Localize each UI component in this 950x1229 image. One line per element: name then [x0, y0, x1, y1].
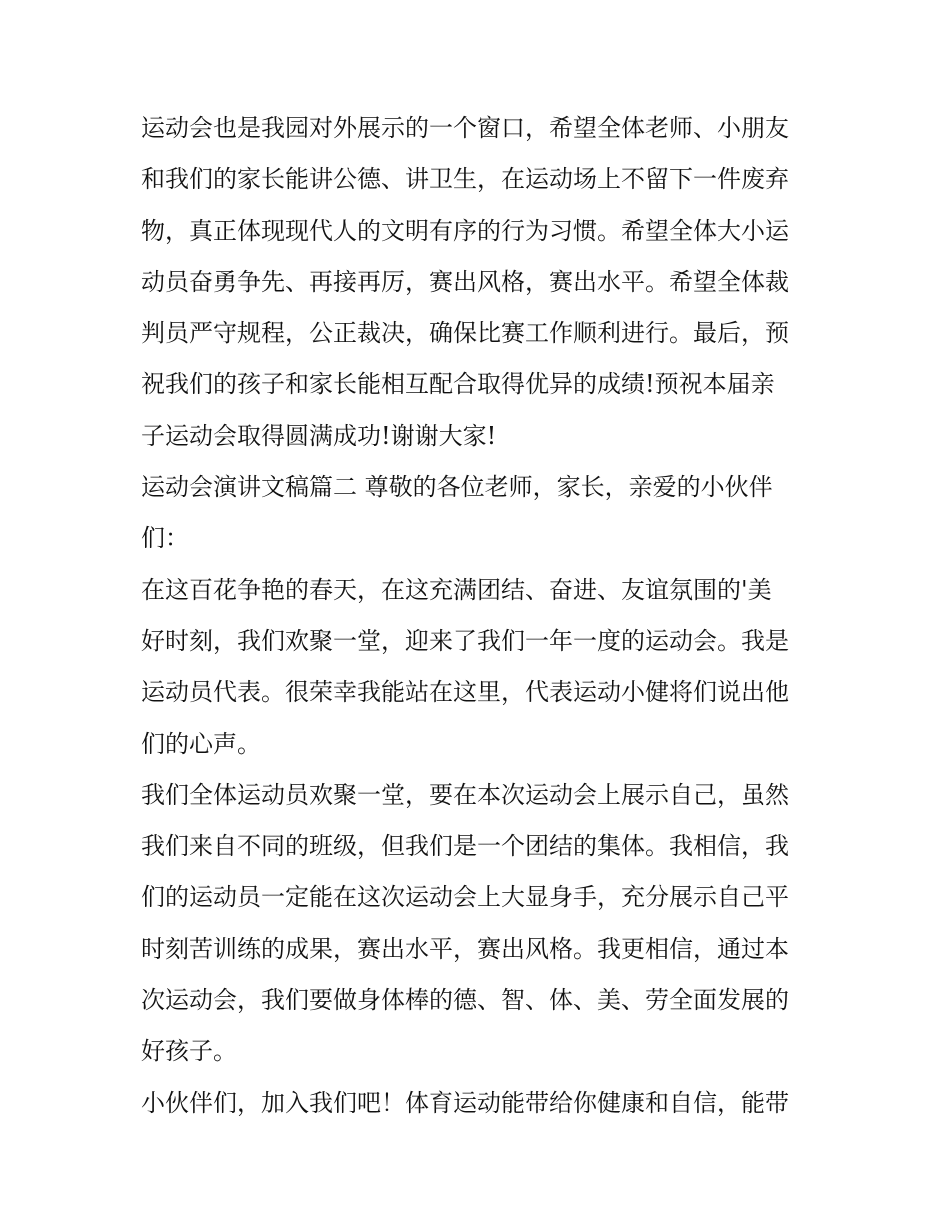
section-heading-line: 运动会演讲文稿篇二 尊敬的各位老师，家长，亲爱的小伙伴	[141, 473, 773, 502]
text-line: 子运动会取得圆满成功!谢谢大家!	[141, 421, 497, 450]
text-line: 我们来自不同的班级，但我们是一个团结的集体。我相信，我	[141, 832, 789, 861]
text-line: 们：	[141, 524, 189, 553]
text-line: 好时刻，我们欢聚一堂，迎来了我们一年一度的运动会。我是	[141, 626, 789, 655]
text-line: 判员严守规程，公正裁决，确保比赛工作顺利进行。最后，预	[141, 319, 789, 348]
text-line: 时刻苦训练的成果，赛出水平，赛出风格。我更相信，通过本	[141, 934, 789, 963]
text-line: 好孩子。	[141, 1037, 237, 1066]
document-body	[141, 103, 821, 1129]
text-line: 们的运动员一定能在这次运动会上大显身手，充分展示自己平	[141, 883, 789, 912]
text-line: 和我们的家长能讲公德、讲卫生，在运动场上不留下一件废弃	[141, 165, 789, 194]
text-line: 次运动会，我们要做身体棒的德、智、体、美、劳全面发展的	[141, 986, 789, 1015]
text-line: 祝我们的孩子和家长能相互配合取得优异的成绩!预祝本届亲	[141, 370, 775, 399]
text-line: 在这百花争艳的春天，在这充满团结、奋进、友谊氛围的'美	[141, 575, 772, 604]
text-line: 运动员代表。很荣幸我能站在这里，代表运动小健将们说出他	[141, 678, 789, 707]
text-line: 动员奋勇争先、再接再厉，赛出风格，赛出水平。希望全体裁	[141, 267, 789, 296]
text-line: 小伙伴们，加入我们吧！体育运动能带给你健康和自信，能带	[141, 1088, 789, 1117]
text-line: 物，真正体现现代人的文明有序的行为习惯。希望全体大小运	[141, 216, 789, 245]
text-line: 我们全体运动员欢聚一堂，要在本次运动会上展示自己，虽然	[141, 780, 789, 809]
text-line: 们的心声。	[141, 729, 261, 758]
text-line: 运动会也是我园对外展示的一个窗口，希望全体老师、小朋友	[141, 114, 789, 142]
